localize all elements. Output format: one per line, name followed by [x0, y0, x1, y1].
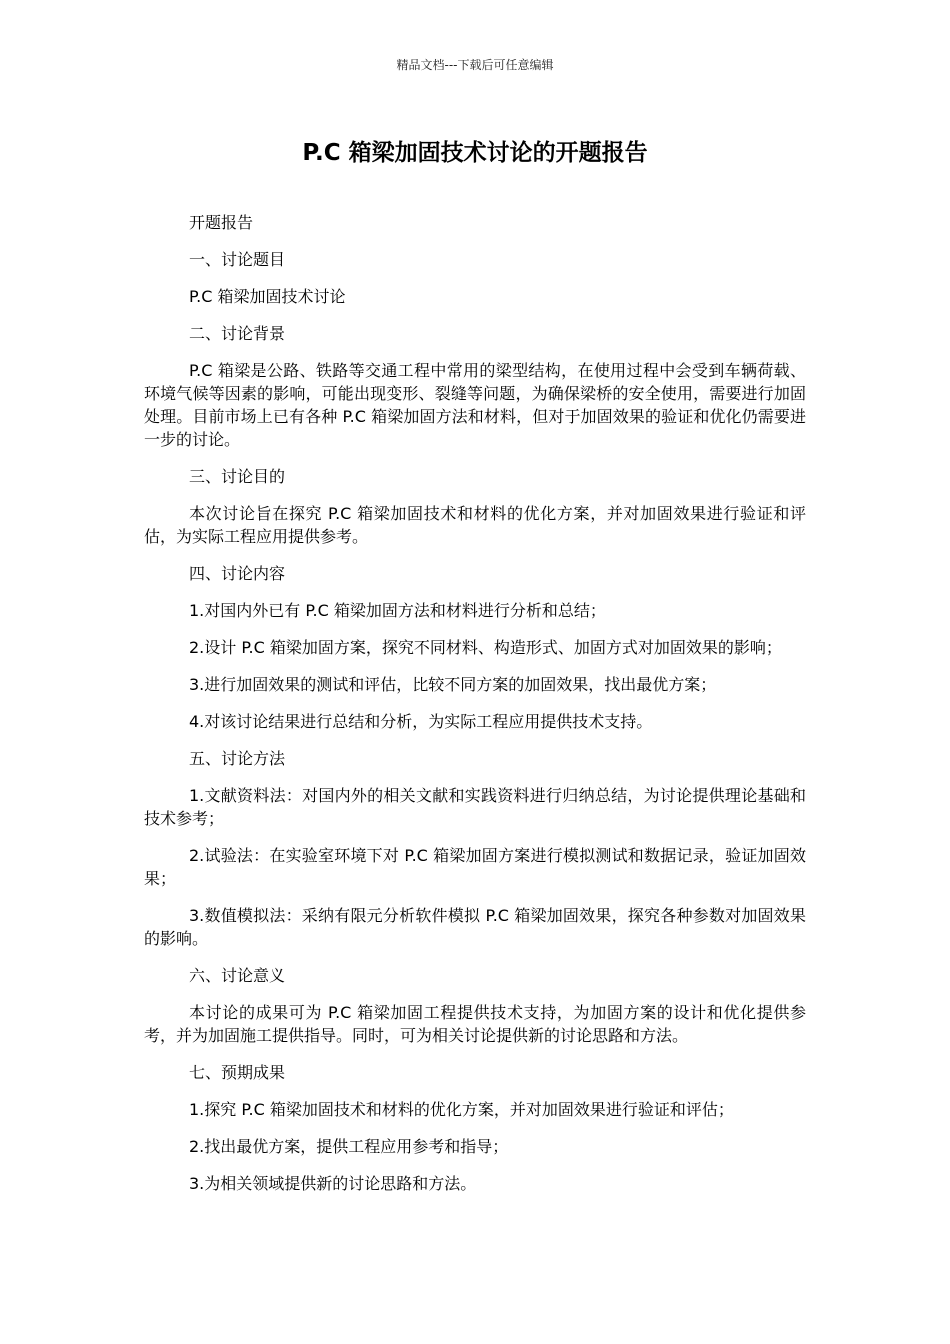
section-heading-topic: 一、讨论题目: [189, 250, 286, 269]
list-item-content-1: 1.对国内外已有 P.C 箱梁加固方法和材料进行分析和总结；: [189, 601, 606, 620]
list-item-content-3: 3.进行加固效果的测试和评估，比较不同方案的加固效果，找出最优方案；: [189, 675, 717, 694]
paragraph-topic: P.C 箱梁加固技术讨论: [189, 287, 346, 306]
list-item-content-2: 2.设计 P.C 箱梁加固方案，探究不同材料、构造形式、加固方式对加固效果的影响；: [189, 638, 782, 657]
list-item-content-4: 4.对该讨论结果进行总结和分析，为实际工程应用提供技术支持。: [189, 712, 653, 731]
list-item-outcome-3: 3.为相关领域提供新的讨论思路和方法。: [189, 1174, 477, 1193]
section-heading-significance: 六、讨论意义: [189, 966, 286, 985]
list-item-method-2: 2.试验法：在实验室环境下对 P.C 箱梁加固方案进行模拟测试和数据记录，验证加固效果；: [144, 846, 806, 888]
paragraph-report-label: 开题报告: [189, 213, 254, 232]
paragraph-background: P.C 箱梁是公路、铁路等交通工程中常用的梁型结构，在使用过程中会受到车辆荷载、环境气候等因素的影响，可能出现变形、裂缝等问题，为确保梁桥的安全使用，需要进行加固处理。目前市场上已有各种 P.C 箱梁加固方法和材料，但对于加固效果的验证和优化仍需要进一步的讨论。: [144, 361, 806, 449]
section-heading-method: 五、讨论方法: [189, 749, 286, 768]
list-item-outcome-2: 2.找出最优方案，提供工程应用参考和指导；: [189, 1137, 509, 1156]
list-item-method-1: 1.文献资料法：对国内外的相关文献和实践资料进行归纳总结，为讨论提供理论基础和技术参考；: [144, 786, 806, 828]
list-item-outcome-1: 1.探究 P.C 箱梁加固技术和材料的优化方案，并对加固效果进行验证和评估；: [189, 1100, 734, 1119]
section-heading-content: 四、讨论内容: [189, 564, 286, 583]
list-item-method-3: 3.数值模拟法：采纳有限元分析软件模拟 P.C 箱梁加固效果，探究各种参数对加固效果的影响。: [144, 906, 806, 948]
page-header: 精品文档---下载后可任意编辑: [396, 58, 554, 72]
document-title: P.C 箱梁加固技术讨论的开题报告: [302, 140, 648, 166]
section-heading-outcomes: 七、预期成果: [189, 1063, 286, 1082]
paragraph-purpose: 本次讨论旨在探究 P.C 箱梁加固技术和材料的优化方案，并对加固效果进行验证和评估，为实际工程应用提供参考。: [144, 504, 806, 546]
section-heading-purpose: 三、讨论目的: [189, 467, 286, 486]
section-heading-background: 二、讨论背景: [189, 324, 286, 343]
paragraph-significance: 本讨论的成果可为 P.C 箱梁加固工程提供技术支持，为加固方案的设计和优化提供参考，并为加固施工提供指导。同时，可为相关讨论提供新的讨论思路和方法。: [144, 1003, 806, 1045]
document-body: [144, 211, 806, 1209]
